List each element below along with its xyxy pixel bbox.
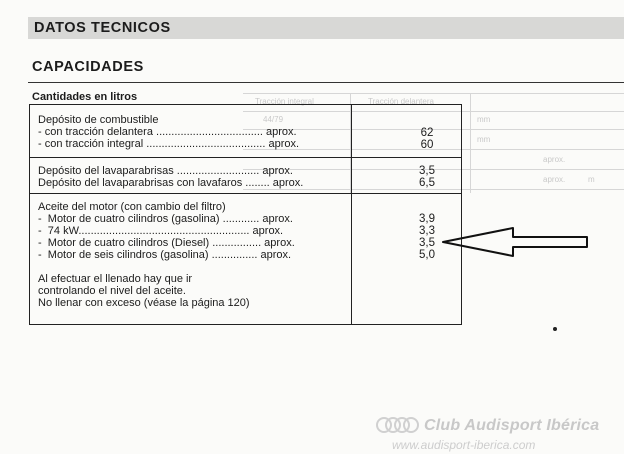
capacities-table: [29, 104, 462, 325]
ghost-value: aprox.: [543, 175, 566, 184]
engine-oil-label: Aceite del motor (con cambio del filtro): [38, 201, 226, 213]
ghost-value: mm: [477, 135, 491, 144]
section-subtitle: Cantidades en litros: [32, 91, 138, 103]
section-title: CAPACIDADES: [32, 59, 144, 75]
ink-dot: [553, 327, 557, 331]
washer-headlamp-label: Depósito del lavaparabrisas con lavafaros ........ aprox.: [38, 177, 304, 189]
page-header-title: DATOS TECNICOS: [34, 20, 171, 36]
oil-4cyl-diesel-value: 3,5: [419, 237, 435, 249]
section-divider: [28, 82, 624, 83]
oil-note-line: No llenar con exceso (véase la página 120): [38, 297, 250, 309]
audi-logo-icon: [374, 414, 422, 436]
row-divider: [30, 157, 461, 158]
oil-6cyl-petrol-value: 5,0: [419, 249, 435, 261]
ghost-value: 44/79: [263, 115, 284, 124]
ghost-value: aprox.: [543, 155, 566, 164]
washer-headlamp-value: 6,5: [419, 177, 435, 189]
ghost-value: mm: [477, 115, 491, 124]
oil-4cyl-diesel-label: - Motor de cuatro cilindros (Diesel) ................ aprox.: [38, 237, 295, 249]
fuel-all-wheel-label: - con tracción integral ....................................... aprox.: [38, 138, 300, 150]
oil-note-line: Al efectuar el llenado hay que ir: [38, 273, 193, 285]
fuel-front-drive-label: - con tracción delantera ................................... aprox.: [38, 126, 297, 138]
ghost-value: m: [588, 175, 595, 184]
ghost-col-label: Tracción delantera: [368, 97, 434, 106]
oil-4cyl-petrol-label: - Motor de cuatro cilindros (gasolina) ............ aprox.: [38, 213, 293, 225]
watermark-brand: Club Audisport Ibérica: [424, 417, 600, 434]
left-arrow-icon: [441, 226, 591, 258]
oil-74kw-label: - 74 kW........................................................ aprox.: [38, 225, 284, 237]
fuel-all-wheel-value: 60: [420, 139, 434, 151]
oil-4cyl-petrol-value: 3,9: [419, 213, 435, 225]
row-divider: [30, 193, 461, 194]
oil-74kw-value: 3,3: [419, 225, 435, 237]
oil-note-line: controlando el nivel del aceite.: [38, 285, 186, 297]
ghost-col-label: Tracción integral: [255, 97, 314, 106]
watermark-url: www.audisport-iberica.com: [392, 438, 536, 452]
column-divider: [351, 105, 352, 324]
washer-value: 3,5: [419, 165, 435, 177]
washer-label: Depósito del lavaparabrisas ........................... aprox.: [38, 165, 293, 177]
fuel-tank-label: Depósito de combustible: [38, 114, 159, 126]
oil-6cyl-petrol-label: - Motor de seis cilindros (gasolina) ............... aprox.: [38, 249, 292, 261]
fuel-front-drive-value: 62: [420, 127, 434, 139]
